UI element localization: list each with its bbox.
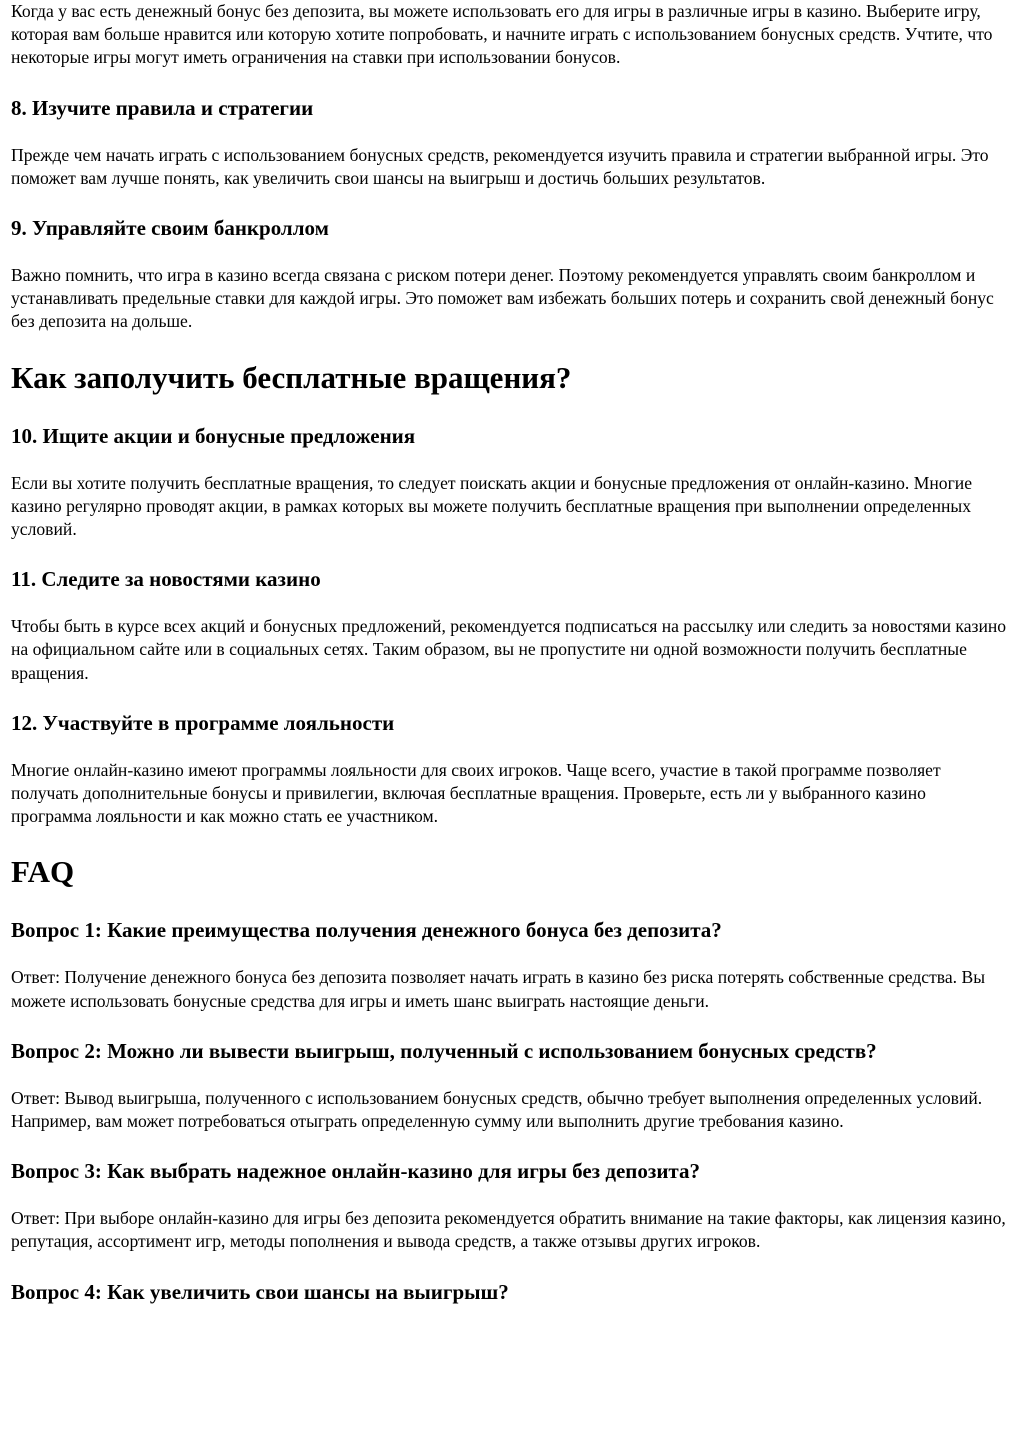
section-8-paragraph: Прежде чем начать играть с использованием бонусных средств, рекомендуется изучить правила и стратегии выбранной игры. Это поможет вам лучше понять, как увеличить свои шансы на выигрыш и достичь больших результатов.	[11, 144, 989, 188]
faq-answer-2: Ответ: Вывод выигрыша, полученного с использованием бонусных средств, обычно требует выполнения определенных условий. Например, вам может потребоваться отыграть определенную сумму или выполнить другие требования казино.	[11, 1087, 983, 1132]
section-11-heading: 11. Следите за новостями казино	[11, 567, 321, 592]
section-10-heading: 10. Ищите акции и бонусные предложения	[11, 423, 416, 448]
faq-question-1: Вопрос 1: Какие преимущества получения денежного бонуса без депозита?	[11, 918, 722, 943]
section-9-heading: 9. Управляйте своим банкроллом	[11, 216, 329, 241]
section-12-heading: 12. Участвуйте в программе лояльности	[11, 710, 395, 735]
section-12-paragraph: Многие онлайн-казино имеют программы лояльности для своих игроков. Чаще всего, участие в такой программе позволяет получать дополнительные бонусы и привилегии, включая бесплатные вращения. Проверьте, есть ли у выбранного казино программа лояльности и как можно стать ее участником.	[11, 759, 941, 827]
faq-answer-3: Ответ: При выборе онлайн-казино для игры без депозита рекомендуется обратить внимание на такие факторы, как лицензия казино, репутация, ассортимент игр, методы пополнения и вывода средств, а также отзывы других игроков.	[11, 1208, 1006, 1252]
section-11-paragraph: Чтобы быть в курсе всех акций и бонусных предложений, рекомендуется подписаться на рассылку или следить за новостями казино на официальном сайте или в социальных сетях. Таким образом, вы не пропустите ни одной возможности получить бесплатные вращения.	[11, 616, 1007, 683]
section-8-heading: 8. Изучите правила и стратегии	[11, 95, 314, 120]
section-10-paragraph: Если вы хотите получить бесплатные вращения, то следует поискать акции и бонусные предложения от онлайн-казино. Многие казино регулярно проводят акции, в рамках которых вы можете получить бесплатные вращения при выполнении определенных условий.	[11, 472, 973, 540]
section-9-paragraph: Важно помнить, что игра в казино всегда связана с риском потери денег. Поэтому рекомендуется управлять своим банкроллом и устанавливать предельные ставки для каждой игры. Это поможет вам избежать больших потерь и сохранить свой денежный бонус без депозита на дольше.	[11, 265, 994, 332]
faq-answer-1: Ответ: Получение денежного бонуса без депозита позволяет начать играть в казино без риска потерять собственные средства. Вы можете использовать бонусные средства для игры и иметь шанс выиграть настоящие деньги.	[11, 967, 986, 1011]
faq-heading: FAQ	[11, 854, 75, 890]
intro-paragraph: Когда у вас есть денежный бонус без депозита, вы можете использовать его для игры в различные игры в казино. Выберите игру, которая вам больше нравится или которую хотите попробовать, и начните играть с использованием бонусных средств. Учтите, что некоторые игры могут иметь ограничения на ставки при использовании бонусов.	[11, 1, 993, 68]
faq-question-2: Вопрос 2: Можно ли вывести выигрыш, полученный с использованием бонусных средств?	[11, 1038, 877, 1063]
free-spins-heading: Как заполучить бесплатные вращения?	[11, 359, 572, 395]
faq-question-3: Вопрос 3: Как выбрать надежное онлайн-казино для игры без депозита?	[11, 1159, 700, 1184]
faq-question-4: Вопрос 4: Как увеличить свои шансы на выигрыш?	[11, 1279, 509, 1304]
